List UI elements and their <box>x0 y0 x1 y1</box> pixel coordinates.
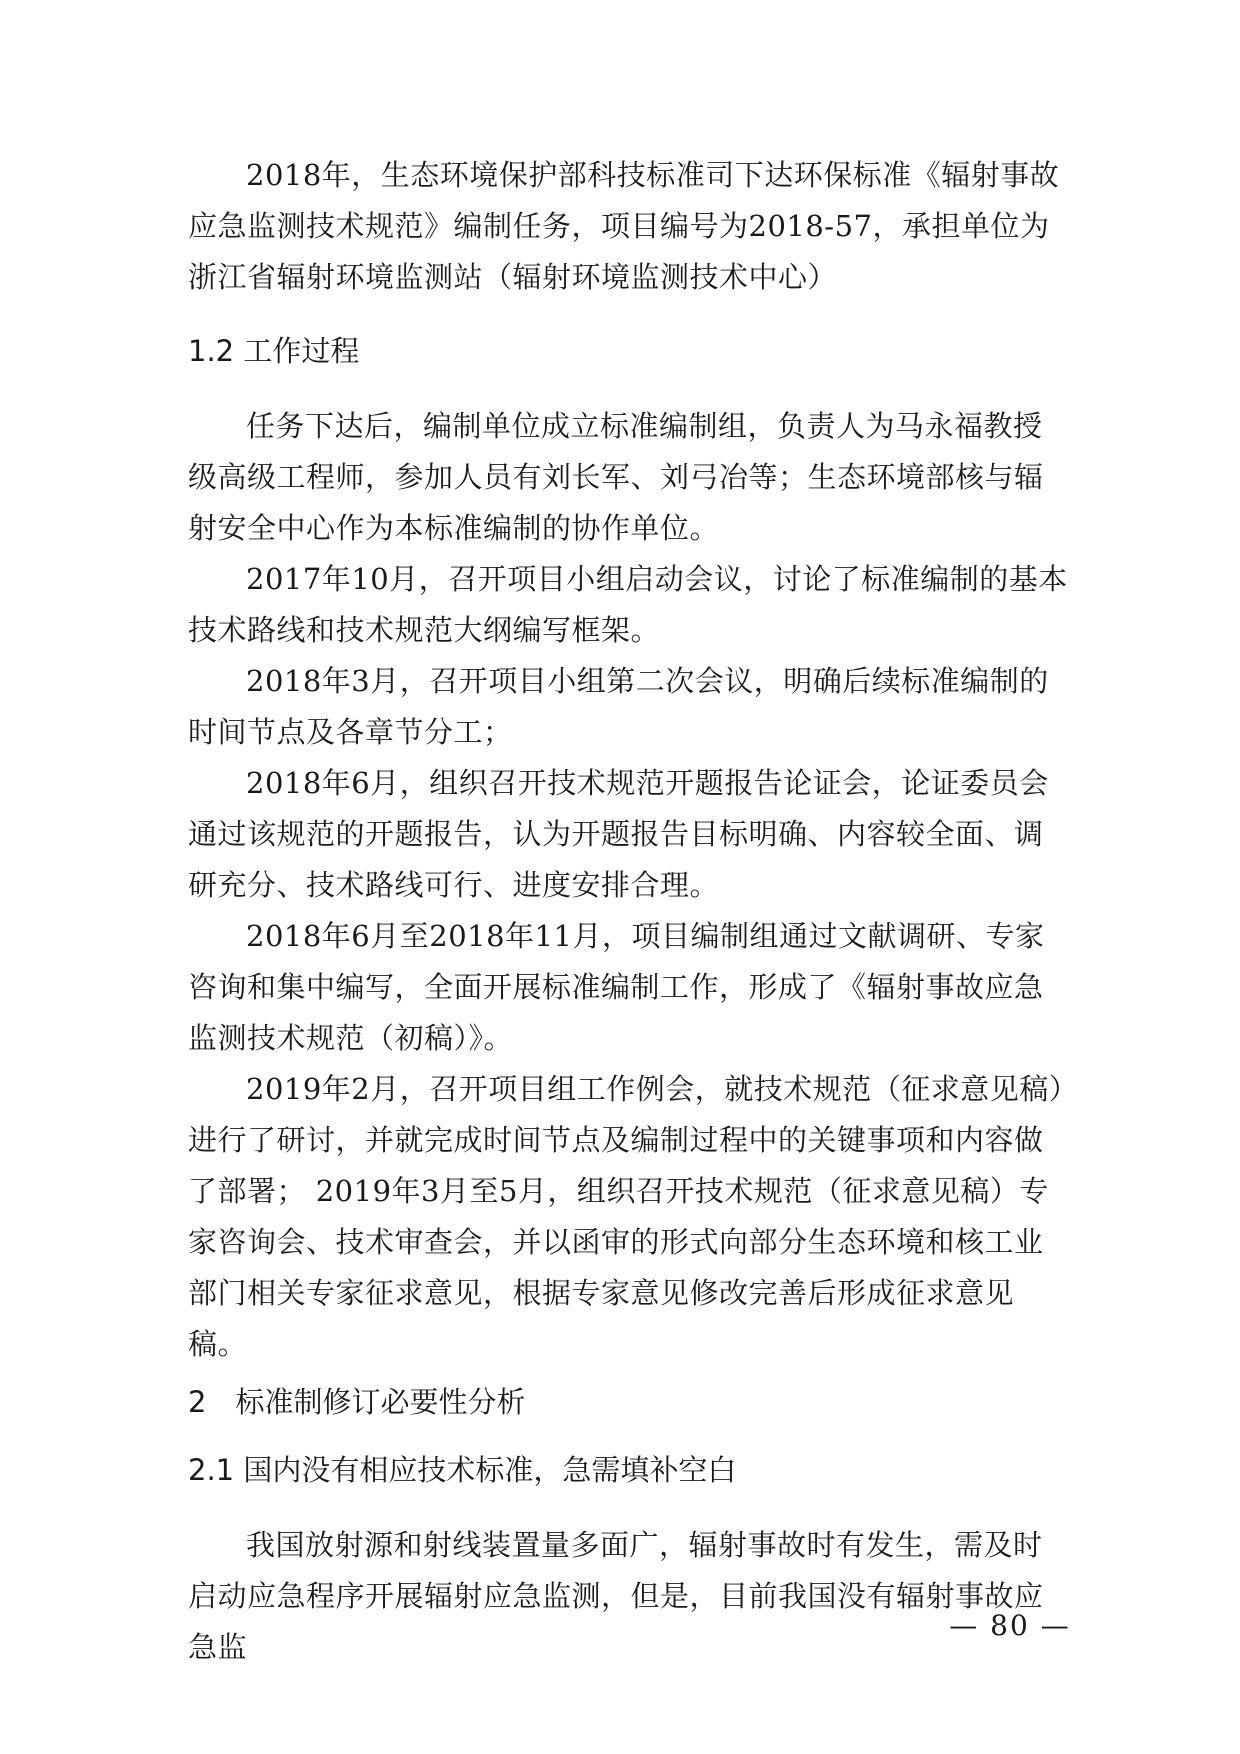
section-heading-2-1: 2.1 国内没有相应技术标准，急需填补空白 <box>188 1453 737 1487</box>
work-process-paragraph-3: 2018年3月，召开项目小组第二次会议，明确后续标准编制的时间节点及各章节分工； <box>188 664 1049 749</box>
page-content <box>188 150 1068 1673</box>
work-process-paragraph-2: 2017年10月，召开项目小组启动会议，讨论了标准编制的基本技术路线和技术规范大纲编写框架。 <box>188 562 1068 647</box>
work-process-paragraph-1: 任务下达后，编制单位成立标准编制组，负责人为马永福教授级高级工程师，参加人员有刘长军、刘弓冶等；生态环境部核与辐射安全中心作为本标准编制的协作单位。 <box>188 409 1044 545</box>
section-heading-2: 2 标准制修订必要性分析 <box>188 1385 526 1419</box>
section-heading-1-2: 1.2 工作过程 <box>188 334 360 368</box>
work-process-paragraph-4: 2018年6月，组织召开技术规范开题报告论证会，论证委员会通过该规范的开题报告，认为开题报告目标明确、内容较全面、调研充分、技术路线可行、进度安排合理。 <box>188 766 1049 902</box>
work-process-paragraph-6: 2019年2月，召开项目组工作例会，就技术规范（征求意见稿）进行了研讨，并就完成时间节点及编制过程中的关键事项和内容做了部署； 2019年3月至5月，组织召开技术规范（征求意见稿）专家咨询会、技术审查会，并以函审的形式向部分生态环境和核工业部门相关专家征求意见，根据专家意见修改完善后形成征求意见稿。 <box>188 1072 1064 1361</box>
necessity-paragraph-1: 我国放射源和射线装置量多面广，辐射事故时有发生，需及时启动应急程序开展辐射应急监测，但是，目前我国没有辐射事故应急监 <box>188 1528 1044 1664</box>
intro-paragraph: 2018年，生态环境保护部科技标准司下达环保标准《辐射事故应急监测技术规范》编制任务，项目编号为2018-57，承担单位为浙江省辐射环境监测站（辐射环境监测技术中心） <box>188 158 1060 294</box>
work-process-paragraph-5: 2018年6月至2018年11月，项目编制组通过文献调研、专家咨询和集中编写，全面开展标准编制工作，形成了《辐射事故应急监测技术规范（初稿）》。 <box>188 919 1045 1055</box>
page-number: — 80 — <box>949 1609 1071 1642</box>
